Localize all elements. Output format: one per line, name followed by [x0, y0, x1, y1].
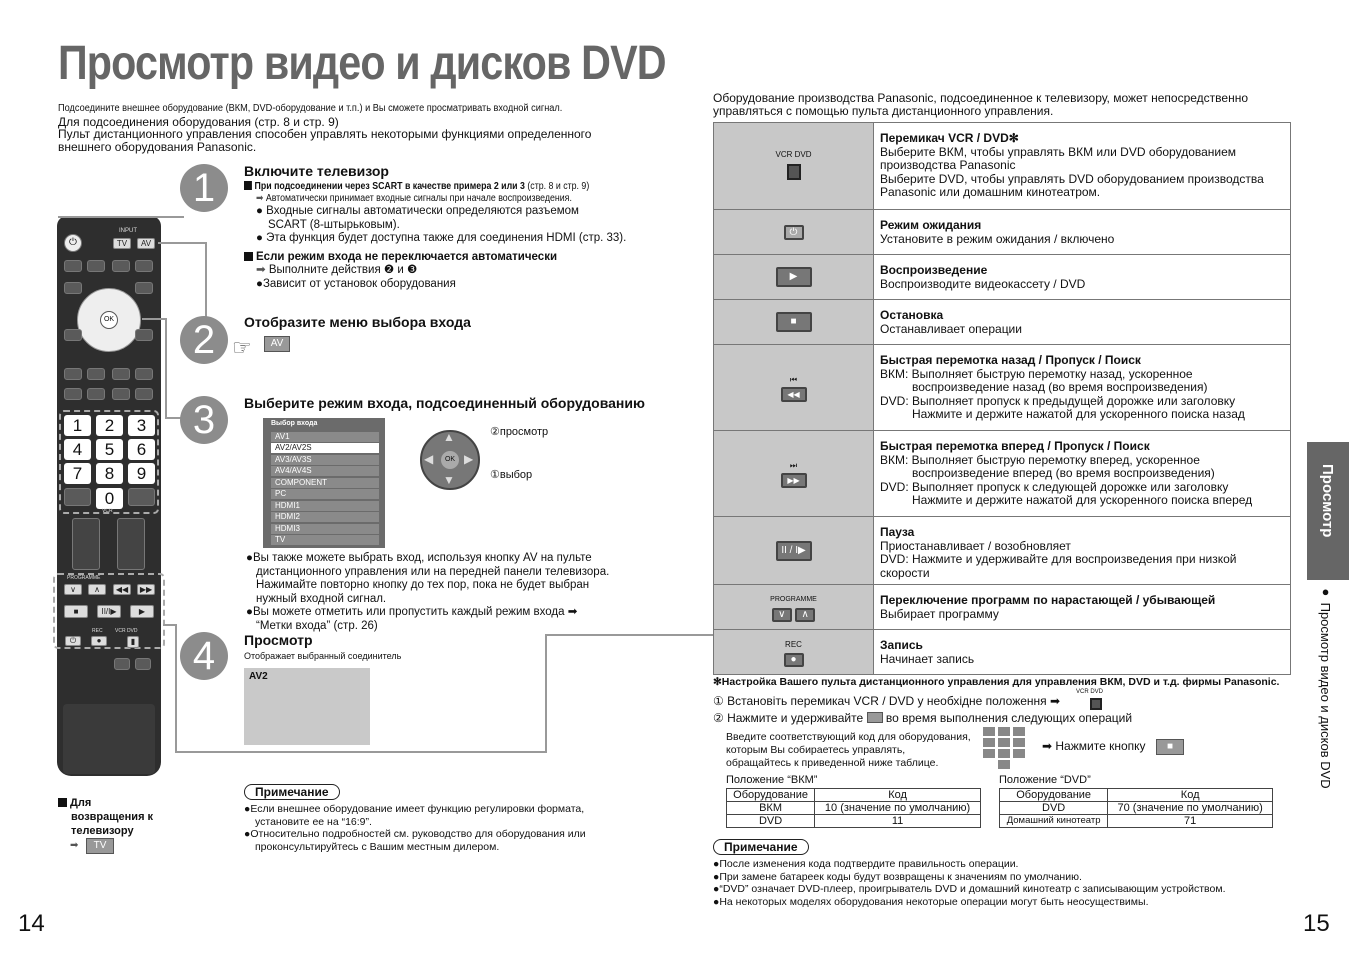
- step-title: Выберите режим входа, подсоединенный оборудованию: [244, 395, 645, 411]
- num-key-3[interactable]: 3: [128, 415, 155, 436]
- menu-item[interactable]: HDMI1: [271, 501, 379, 511]
- step-title: Включите телевизор: [244, 163, 389, 179]
- setup-step-2: ② Нажмите и удерживайте во время выполнения следующих операций: [713, 711, 1133, 725]
- standby-icon: ⏻: [784, 225, 804, 240]
- arrow-left-icon: ◀: [424, 452, 434, 466]
- step-number: 4: [180, 632, 228, 680]
- step-number: 3: [180, 396, 228, 444]
- record-icon: ●: [784, 653, 804, 667]
- menu-item[interactable]: HDMI3: [271, 524, 379, 534]
- return-to-tv: Для возвращения к телевизору: [58, 796, 153, 838]
- rec-label: REC: [785, 640, 802, 650]
- vcr-dvd-switch-icon: [1090, 698, 1102, 710]
- rec-label: REC: [92, 628, 103, 634]
- num-key-4[interactable]: 4: [64, 439, 91, 460]
- menu-item[interactable]: HDMI2: [271, 512, 379, 522]
- num-key-5[interactable]: 5: [96, 439, 123, 460]
- setup-step-1: ① Встановіть перемикач VCR / DVD у необхідне положення ➡: [713, 694, 1061, 708]
- intro-text: [58, 103, 658, 153]
- intro-line: Подсоедините внешнее оборудование (ВКМ, DVD-оборудование и т.п.) и Вы сможете просматривать входной сигнал.: [58, 103, 563, 114]
- menu-item[interactable]: AV1: [271, 432, 379, 442]
- vcr-dvd-switch[interactable]: ▮: [127, 636, 139, 648]
- programme-down-button[interactable]: ∨: [64, 584, 82, 595]
- page-number-right: 15: [1303, 910, 1330, 937]
- num-key-8[interactable]: 8: [96, 463, 123, 484]
- step-number: 2: [180, 316, 228, 364]
- programme-label: PROGRAMME: [770, 596, 817, 604]
- note-heading: Примечание: [713, 839, 809, 855]
- table-row: DVD 11: [727, 815, 981, 828]
- arrow-up-icon: ▲: [443, 430, 455, 444]
- vcr-code-table: Оборудование Код ВКМ 10 (значение по умолчанию) DVD 11: [726, 788, 981, 828]
- num-key-1[interactable]: 1: [64, 415, 91, 436]
- vcr-dvd-switch-icon: [787, 164, 801, 180]
- intro-line: Пульт дистанционного управления способен управлять некоторыми функциями определенного: [58, 127, 592, 142]
- remote-control: [57, 216, 161, 776]
- fast-forward-button[interactable]: ▶▶: [137, 584, 155, 595]
- table-row: DVD 70 (значение по умолчанию): [1000, 802, 1273, 815]
- vcr-power-button[interactable]: ⏻: [65, 636, 81, 646]
- num-key-7[interactable]: 7: [64, 463, 91, 484]
- table-row: ВКМ 10 (значение по умолчанию): [727, 802, 981, 815]
- programme-up-button[interactable]: ∧: [88, 584, 106, 595]
- dvd-position-label: Положение “DVD”: [999, 774, 1091, 786]
- press-button-text: ➡ Нажмите кнопку: [1042, 739, 1146, 753]
- rewind-icon: ◀◀: [781, 387, 807, 402]
- note-right: Примечание ●После изменения кода подтвердите правильность операции. ●При замене батареек коды будут возвращены к значениям по умолчанию. ●“DVD” означает DVD-плеер, проигрыватель DVD и домашний кинотеатр с записывающим устройством. ●На некоторых моделях оборудования некоторые операции могут быть неосуществимы.: [713, 840, 1226, 908]
- play-button[interactable]: ▶: [130, 605, 154, 618]
- fast-forward-icon: ▶▶: [781, 473, 807, 488]
- vcr-dvd-label: VCR DVD: [1076, 689, 1104, 695]
- chevron-down-icon: ∨: [772, 608, 792, 622]
- arrow-down-icon: ▼: [443, 473, 455, 487]
- screen-label: AV2: [249, 671, 268, 682]
- page-title: Просмотр видео и дисков DVD: [58, 37, 666, 90]
- right-intro: Оборудование производства Panasonic, подсоединенное к телевизору, может непосредственно управляться с помощью пульта дистанционного управления.: [713, 91, 1249, 118]
- step-title: Просмотр: [244, 632, 313, 648]
- page-number-left: 14: [18, 910, 45, 937]
- dvd-code-table: Оборудование Код DVD 70 (значение по умолчанию) Домашний кинотеатр 71: [999, 788, 1273, 828]
- menu-item[interactable]: AV2/AV2S: [271, 443, 379, 453]
- menu-item[interactable]: TV: [271, 535, 379, 545]
- menu-item[interactable]: AV4/AV4S: [271, 466, 379, 476]
- vcr-small-label: VCR: [102, 508, 113, 514]
- rewind-button[interactable]: ◀◀: [113, 584, 131, 595]
- rec-button[interactable]: ●: [91, 636, 107, 646]
- input-select-menu: [263, 418, 385, 548]
- input-label: INPUT: [119, 228, 137, 234]
- side-tab: Просмотр: [1307, 442, 1349, 580]
- stop-icon: ■: [776, 312, 812, 332]
- table-row: Домашний кинотеатр 71: [1000, 815, 1273, 828]
- menu-title: Выбор входа: [271, 420, 318, 427]
- tv-screen-preview: [244, 668, 370, 745]
- hand-pointer-icon: ☞: [232, 335, 252, 360]
- enter-code-text: Введите соответствующий код для оборудования, которым Вы собираетесь управлять, обращайтесь к приведенной ниже таблице.: [726, 731, 971, 769]
- setup-title: ✻Настройка Вашего пульта дистанционного управления для управления ВКМ, DVD и т.д. фирмы Panasonic.: [713, 676, 1280, 688]
- vcr-position-label: Положение “ВКМ”: [726, 774, 818, 786]
- note-heading: Примечание: [244, 784, 340, 800]
- number-keys-icon: [983, 727, 1027, 771]
- step4-subtitle: Отображает выбранный соединитель: [244, 651, 402, 661]
- ok-button[interactable]: OK: [100, 311, 118, 329]
- programme-label: PROGRAMME: [67, 575, 101, 581]
- num-key-2[interactable]: 2: [96, 415, 123, 436]
- menu-item[interactable]: PC: [271, 489, 379, 499]
- stop-key-icon: ■: [1156, 739, 1184, 755]
- dpad-view-label: ②просмотр: [490, 426, 549, 438]
- intro-line: Для подсоединения оборудования (стр. 8 и стр. 9): [58, 114, 339, 129]
- functions-table: VCR DVD Перемикач VCR / DVD✻ Выберите ВКМ, чтобы управлять ВКМ или DVD оборудованием производства Panasonic Выберите DVD, чтобы управлять DVD оборудованием производства Panasonic или домашним кинотеатром. ⏻ Режим ожидания Установите в режим ожидания / включено ▶ Воспроизведение Воспроизводите видеокассету / DVD ■ Остановка Останавливает операции ⏮ ◀◀ Быстрая перемотка назад / Пропуск / Поиск ВКМ: Выполняет быструю перемотку назад, ускоренное воспроизведение назад (во время воспроизведения) DVD: Выполняет пропуск к предыдущей дорожке или заголовку Нажмите и держите нажатой для ускоренного поиска назад ⏭ ▶▶ Быстрая перемотка вперед / Пропуск / Поиск ВКМ: Выполняет быструю перемотку вперед, ускоренное воспроизведение вперед (во время воспроизведения) DVD: Выполняет пропуск к следующей дорожке или заголовку Нажмите и держите нажатой для ускоренного поиска вперед II / I▶ Пауза Приостанавливает / возобновляет DVD: Нажмите и удерживайте для воспроизведения при низкой скорости PROGRAMME ∨ ∧ Переключение программ по нарастающей / убывающей Выбирает программу REC ● Запись Начинает запись: [713, 122, 1291, 675]
- note-left: Примечание ●Если внешнее оборудование имеет функцию регулировки формата, установите ее на “16:9”. ●Относительно подробностей см. руководство для оборудования или проконсультируйтесь с Вашим местным дилером.: [244, 785, 586, 853]
- side-section-label: ● Просмотр видео и дисков DVD: [1318, 584, 1333, 789]
- av-key: AV: [264, 336, 290, 352]
- step1-details: При подсоединении через SCART в качестве примера 2 или 3 (стр. 8 и стр. 9) ➡ Автоматически принимает входные сигналы при начале воспроизведения. ● Входные сигналы автоматически определяются разъемом SCART (8-штырьковым). ● Эта функция будет доступна также для соединения HDMI (стр. 33). Если режим входа не переключается автоматически ➡ Выполните действия ❷ и ❸ ●Зависит от установок оборудования: [244, 181, 644, 292]
- num-key-0[interactable]: 0: [96, 488, 123, 509]
- chevron-up-icon: ∧: [795, 608, 815, 622]
- num-key-9[interactable]: 9: [128, 463, 155, 484]
- tv-key: TV: [86, 838, 114, 854]
- tv-input-button[interactable]: TV: [113, 238, 131, 249]
- standby-key-icon: [867, 712, 883, 723]
- pause-button[interactable]: II/I▶: [97, 605, 121, 618]
- arrow-right-icon: ➡: [70, 840, 79, 851]
- menu-item[interactable]: COMPONENT: [271, 478, 379, 488]
- num-key-6[interactable]: 6: [128, 439, 155, 460]
- intro-line: внешнего оборудования Panasonic.: [58, 139, 257, 154]
- step-number: 1: [180, 164, 228, 212]
- vcr-dvd-label: VCR DVD: [115, 628, 138, 634]
- dpad-select-label: ①выбор: [490, 469, 533, 481]
- dpad-ok: OK: [441, 451, 459, 469]
- av-button[interactable]: AV: [137, 238, 155, 249]
- menu-item[interactable]: AV3/AV3S: [271, 455, 379, 465]
- power-button[interactable]: ⏻: [64, 234, 82, 252]
- stop-button[interactable]: ■: [64, 605, 88, 618]
- play-icon: ▶: [776, 267, 812, 287]
- step-title: Отобразите меню выбора входа: [244, 314, 471, 330]
- step3-notes: ●Вы также можете выбрать вход, используя кнопку AV на пульте дистанционного управления или на передней панели телевизора. Нажимайте повторно кнопку до тех пор, пока не будет выбран нужный входной сигнал. ●Вы можете отметить или пропустить каждый режим входа ➡ “Метки входа” (стр. 26): [246, 552, 610, 632]
- vcr-dvd-switch-cell: VCR DVD: [714, 123, 874, 210]
- arrow-right-icon: ▶: [464, 452, 474, 466]
- pause-icon: II / I▶: [776, 541, 812, 561]
